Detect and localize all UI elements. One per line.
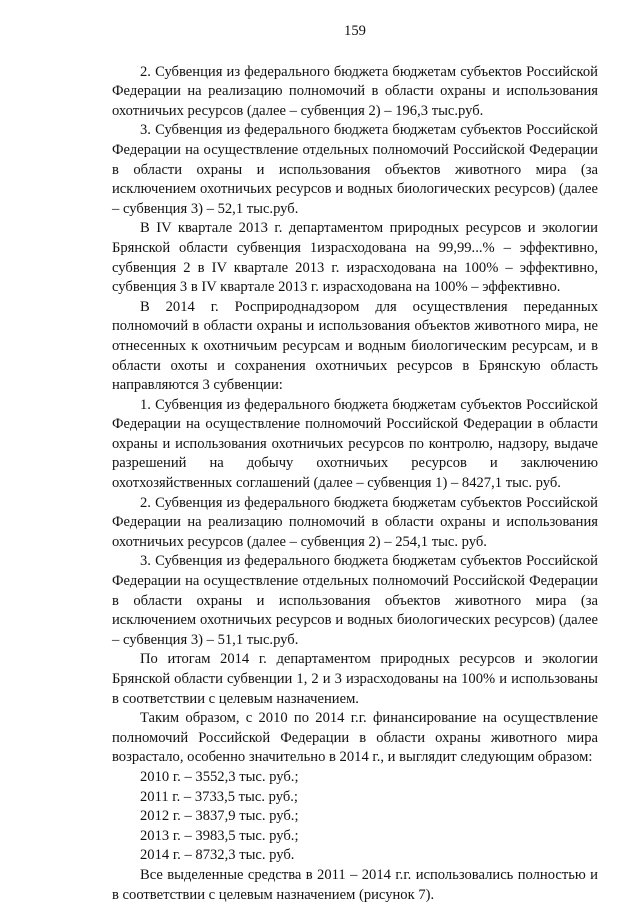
paragraph-closing: Все выделенные средства в 2011 – 2014 г.г. использовались полностью и в соответствии с целевым назначением (рисунок 7). <box>112 866 598 903</box>
paragraph-2014-results: По итогам 2014 г. департаментом природных ресурсов и экологии Брянской области субвенции 1, 2 и 3 израсходованы на 100% и использованы в соответствии с целевым назначением. <box>112 651 598 707</box>
page-number: 159 <box>344 23 366 39</box>
funding-list-item: 2010 г. – 3552,3 тыс. руб.; <box>140 768 299 785</box>
paragraph-2014-intro: В 2014 г. Росприроднадзором для осуществления переданных полномочий в области охраны и использования объектов животного мира, не отнесенных к охотничьим ресурсам и водным биологическим ресурсам, и в области охоты и сохранения охотничьих ресурсов в Брянскую область направляются 3 субвенции: <box>112 298 598 394</box>
funding-list-item: 2014 г. – 8732,3 тыс. руб. <box>140 847 295 864</box>
paragraph-subvention-3-2013: 3. Субвенция из федерального бюджета бюджетам субъектов Российской Федерации на осуществление отдельных полномочий Российской Федерации в области охраны и использования объектов животного мира (за исключением охотничьих ресурсов и водных биологических ресурсов) (далее – субвенция 3) – 52,1 тыс.руб. <box>112 122 598 217</box>
paragraph-subvention-2-2014: 2. Субвенция из федерального бюджета бюджетам субъектов Российской Федерации на реализацию полномочий в области охраны и использования охотничьих ресурсов (далее – субвенция 2) – 254,1 тыс. руб. <box>112 494 598 550</box>
funding-list-item: 2012 г. – 3837,9 тыс. руб.; <box>140 808 299 825</box>
paragraph-subvention-2-2013: 2. Субвенция из федерального бюджета бюджетам субъектов Российской Федерации на реализацию полномочий в области охраны и использования охотничьих ресурсов (далее – субвенция 2) – 196,3 тыс.руб. <box>112 63 598 119</box>
paragraph-subvention-3-2014: 3. Субвенция из федерального бюджета бюджетам субъектов Российской Федерации на осуществление отдельных полномочий Российской Федерации в области охраны и использования объектов животного мира (за исключением охотничьих ресурсов и водных биологических ресурсов) (далее – субвенция 3) – 51,1 тыс.руб. <box>112 553 598 648</box>
funding-list-item: 2011 г. – 3733,5 тыс. руб.; <box>140 788 298 805</box>
paragraph-subvention-1-2014: 1. Субвенция из федерального бюджета бюджетам субъектов Российской Федерации на осуществление полномочий Российской Федерации в области охраны и использования охотничьих ресурсов по контролю, надзору, выдаче разрешений на добычу охотничьих ресурсов и заключению охотхозяйственных соглашений (далее – субвенция 1) – 8427,1 тыс. руб. <box>112 396 598 492</box>
funding-list-item: 2013 г. – 3983,5 тыс. руб.; <box>140 827 299 844</box>
paragraph-q4-2013-spending: В IV квартале 2013 г. департаментом природных ресурсов и экологии Брянской области субвенция 1израсходована на 99,99...% – эффективно, субвенция 2 в IV квартале 2013 г. израсходована на 100% – эффективно, субвенция 3 в IV квартале 2013 г. израсходована на 100% – эффективно. <box>112 220 598 296</box>
paragraph-funding-summary: Таким образом, с 2010 по 2014 г.г. финансирование на осуществление полномочий Российской Федерации в области охраны животного мира возрастало, особенно значительно в 2014 г., и выглядит следующим образом: <box>112 710 598 766</box>
